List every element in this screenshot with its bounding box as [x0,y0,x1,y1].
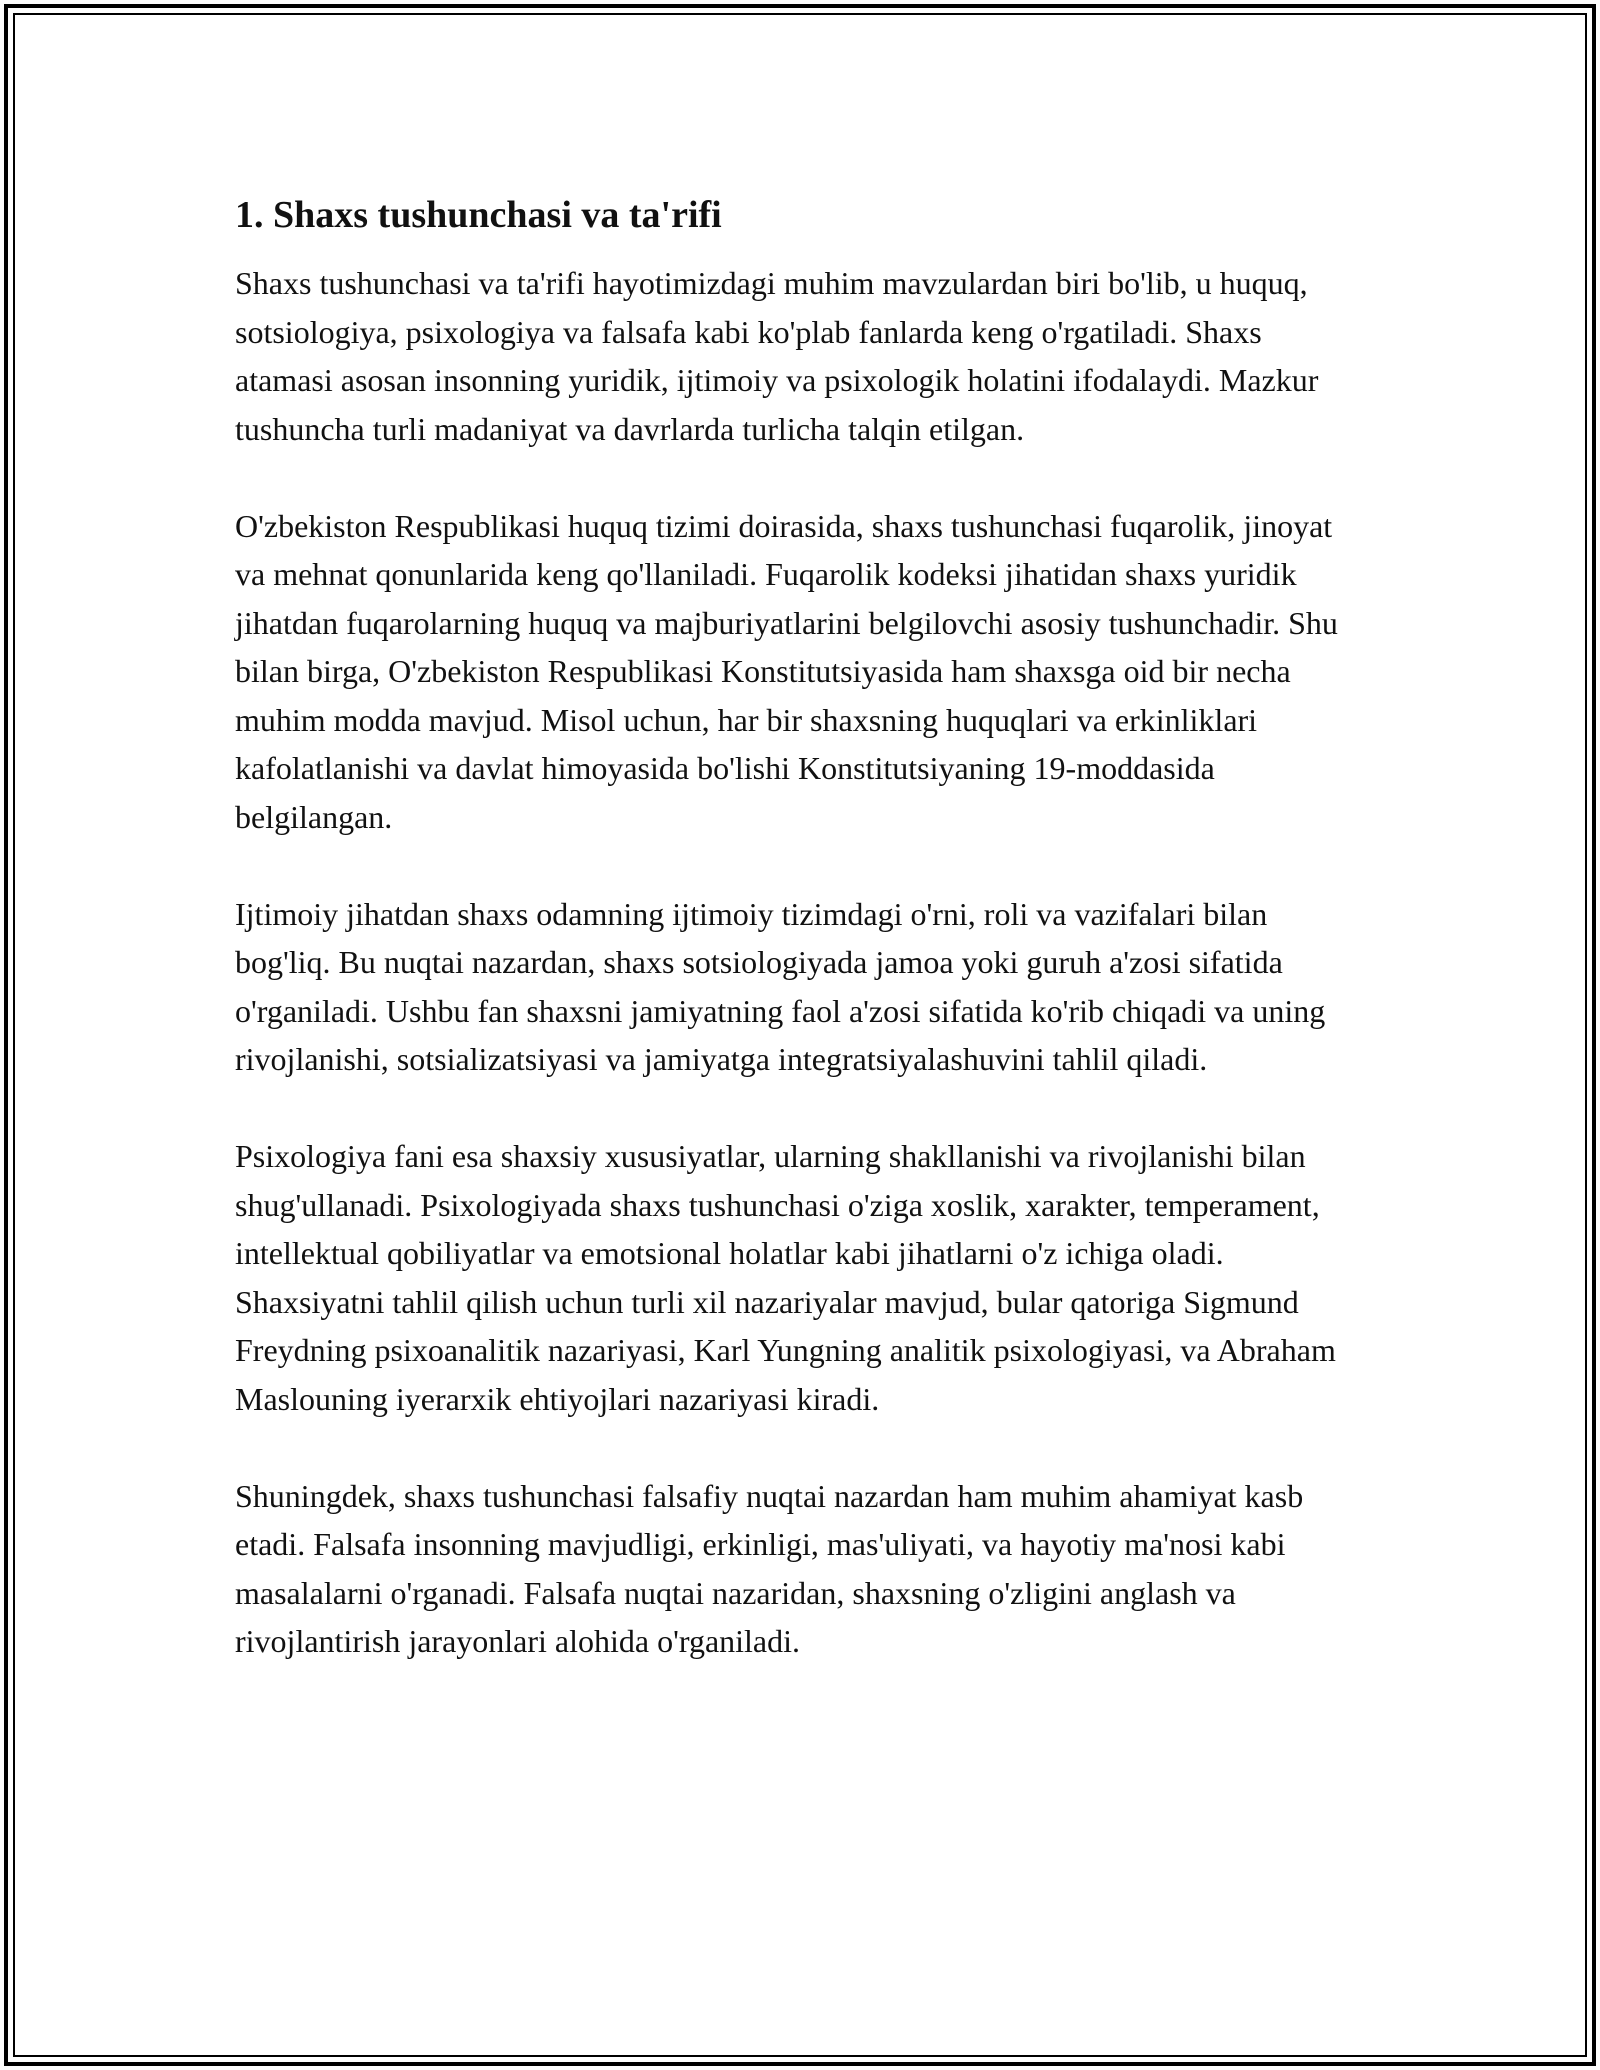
paragraph-definition: Shaxs tushunchasi va ta'rifi hayotimizdagi muhim mavzulardan biri bo'lib, u huquq, sotsiologiya, psixologiya va falsafa kabi ko'plab fanlarda keng o'rgatiladi. Shaxs atamasi asosan insonning yuridik, ijtimoiy va psixologik holatini ifodalaydi. Mazkur tushuncha turli madaniyat va davrlarda turlicha talqin etilgan. [235,265,1319,447]
paragraph-legal: O'zbekiston Respublikasi huquq tizimi doirasida, shaxs tushunchasi fuqarolik, jinoyat va mehnat qonunlarida keng qo'llaniladi. Fuqarolik kodeksi jihatidan shaxs yuridik jihatdan fuqarolarning huquq va majburiyatlarini belgilovchi asosiy tushunchadir. Shu bilan birga, O'zbekiston Respublikasi Konstitutsiyasida ham shaxsga oid bir necha muhim modda mavjud. Misol uchun, har bir shaxsning huquqlari va erkinliklari kafolatlanishi va davlat himoyasida bo'lishi Konstitutsiyaning 19-moddasida belgilangan. [235,507,1338,835]
paragraph-social: Ijtimoiy jihatdan shaxs odamning ijtimoiy tizimdagi o'rni, roli va vazifalari bilan bog'liq. Bu nuqtai nazardan, shaxs sotsiologiyada jamoa yoki guruh a'zosi sifatida o'rganiladi. Ushbu fan shaxsni jamiyatning faol a'zosi sifatida ko'rib chiqadi va uning rivojlanishi, sotsializatsiyasi va jamiyatga integratsiyalashuvini tahlil qiladi. [235,895,1326,1077]
section-heading: 1. Shaxs tushunchasi va ta'rifi [235,194,722,236]
paragraph-psychology: Psixologiya fani esa shaxsiy xususiyatlar, ularning shakllanishi va rivojlanishi bilan shug'ullanadi. Psixologiyada shaxs tushunchasi o'ziga xoslik, xarakter, temperament, intellektual qobiliyatlar va emotsional holatlar kabi jihatlarni o'z ichiga oladi. Shaxsiyatni tahlil qilish uchun turli xil nazariyalar mavjud, bular qatoriga Sigmund Freydning psixoanalitik nazariyasi, Karl Yungning analitik psixologiyasi, va Abraham Maslouning iyerarxik ehtiyojlari nazariyasi kiradi. [235,1138,1336,1417]
document-body [235,183,1365,1714]
paragraph-philosophy: Shuningdek, shaxs tushunchasi falsafiy nuqtai nazardan ham muhim ahamiyat kasb etadi. Falsafa insonning mavjudligi, erkinligi, mas'uliyati, va hayotiy ma'nosi kabi masalalarni o'rganadi. Falsafa nuqtai nazaridan, shaxsning o'zligini anglash va rivojlantirish jarayonlari alohida o'rganiladi. [235,1477,1304,1659]
